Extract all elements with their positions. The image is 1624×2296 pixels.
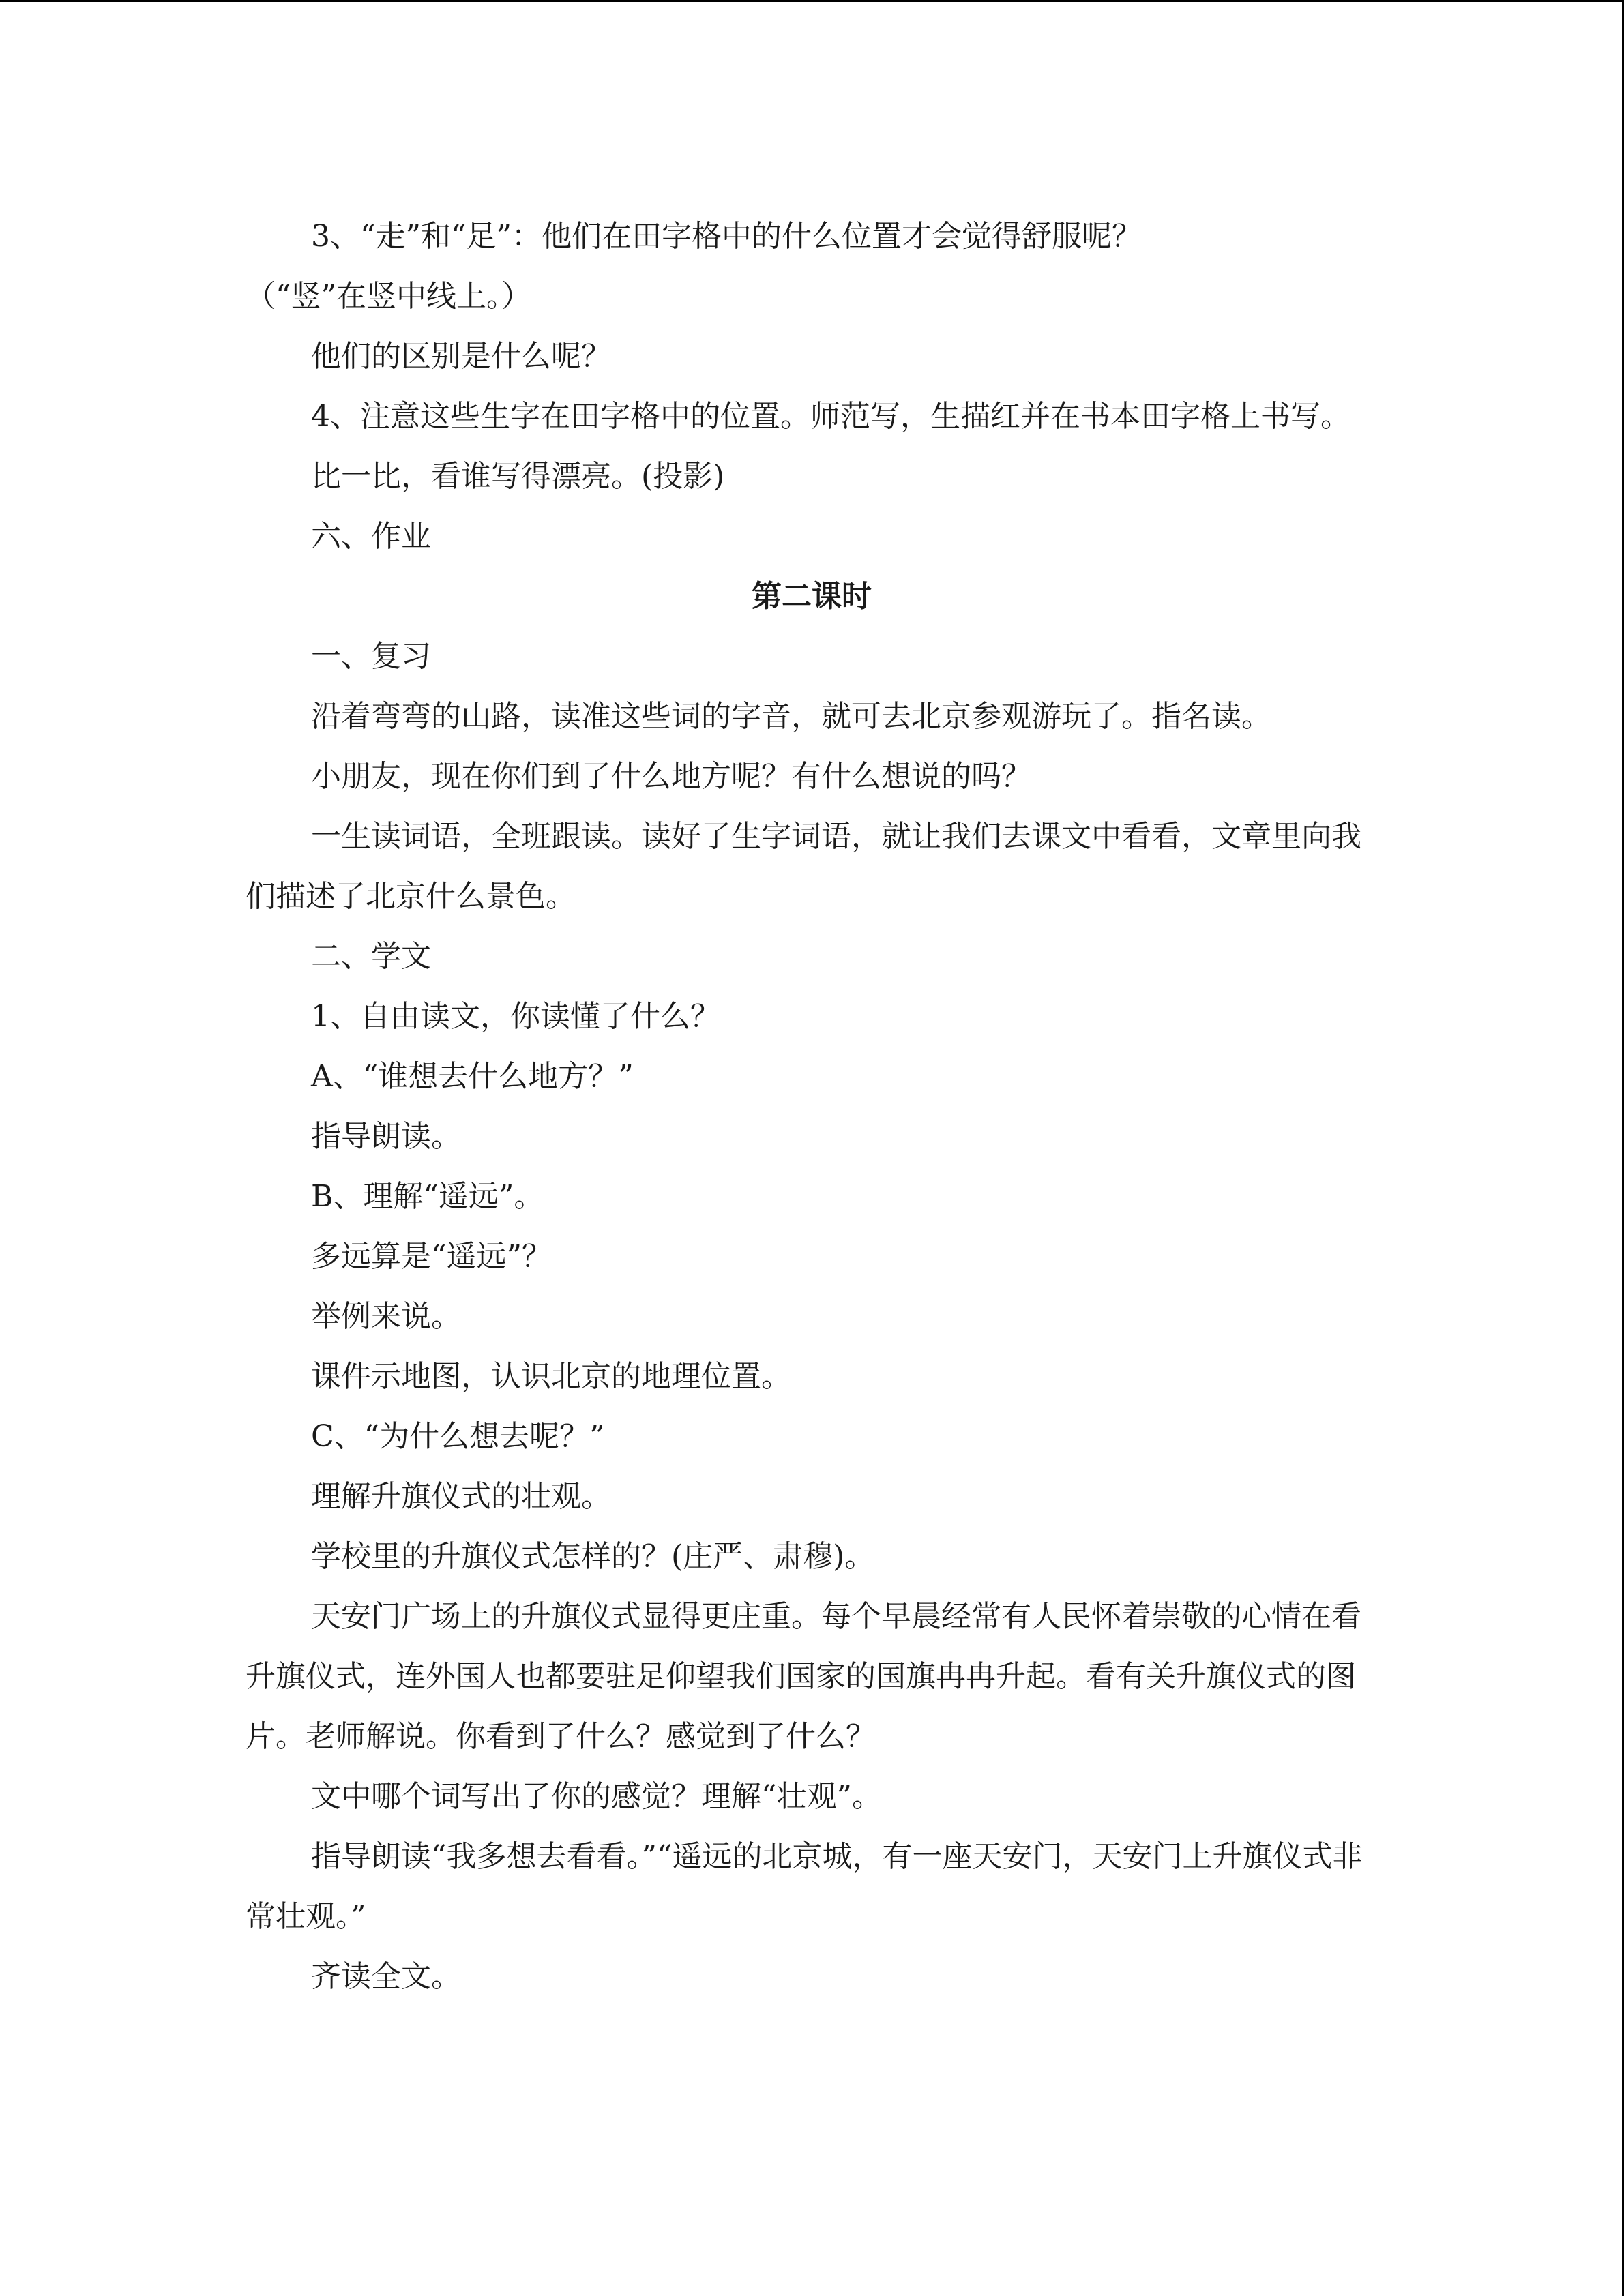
- paragraph: 学校里的升旗仪式怎样的？(庄严、肃穆)。: [311, 1539, 875, 1574]
- paragraph: 3、“走”和“足”：他们在田字格中的什么位置才会觉得舒服呢？: [311, 219, 1142, 254]
- paragraph: 4、注意这些生字在田字格中的位置。师范写，生描红并在书本田字格上书写。: [311, 399, 1350, 434]
- paragraph: 指导朗读“我多想去看看。”“遥远的北京城，有一座天安门，天安门上升旗仪式非常壮观。”: [246, 1839, 1363, 1934]
- document-body: [246, 207, 1378, 2007]
- section-heading: 六、作业: [311, 519, 431, 554]
- paragraph: 理解升旗仪式的壮观。: [311, 1479, 611, 1514]
- paragraph: 举例来说。: [311, 1299, 461, 1334]
- paragraph: B、理解“遥远”。: [311, 1179, 544, 1214]
- paragraph: 小朋友，现在你们到了什么地方呢？有什么想说的吗？: [311, 759, 1031, 794]
- paragraph: 沿着弯弯的山路，读准这些词的字音，就可去北京参观游玩了。指名读。: [311, 699, 1271, 734]
- paragraph: 他们的区别是什么呢？: [311, 339, 611, 374]
- paragraph: 天安门广场上的升旗仪式显得更庄重。每个早晨经常有人民怀着崇敬的心情在看升旗仪式，连外国人也都要驻足仰望我们国家的国旗冉冉升起。看有关升旗仪式的图片。老师解说。你看到了什么？感觉到了什么？: [246, 1599, 1361, 1754]
- paragraph: 1、自由读文，你读懂了什么？: [311, 999, 720, 1034]
- paragraph: 齐读全文。: [311, 1959, 461, 1994]
- paragraph: 课件示地图，认识北京的地理位置。: [311, 1359, 791, 1394]
- paragraph: C、“为什么想去呢？”: [311, 1419, 605, 1454]
- paragraph: A、“谁想去什么地方？”: [311, 1059, 634, 1094]
- paragraph: 一生读词语，全班跟读。读好了生字词语，就让我们去课文中看看，文章里向我们描述了北京什么景色。: [246, 819, 1361, 914]
- paragraph: （“竖”在竖中线上。）: [246, 279, 531, 314]
- paragraph: 多远算是“遥远”？: [311, 1239, 552, 1274]
- paragraph: 文中哪个词写出了你的感觉？理解“壮观”。: [311, 1779, 882, 1814]
- section-heading: 二、学文: [311, 939, 431, 974]
- section-heading: 一、复习: [311, 639, 431, 674]
- lesson-title: 第二课时: [752, 579, 872, 614]
- paragraph: 指导朗读。: [311, 1119, 461, 1154]
- paragraph: 比一比，看谁写得漂亮。(投影): [311, 459, 725, 494]
